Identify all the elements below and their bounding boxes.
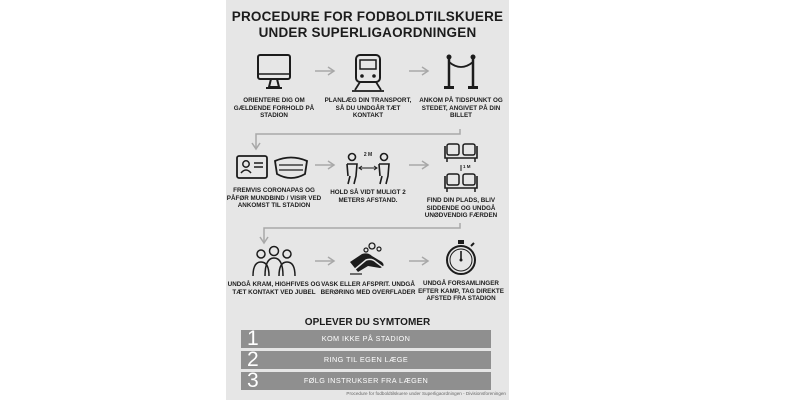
step-7-label: UNDGÅ KRAM, HIGHFIVES OG TÆT KONTAKT VED JUBEL bbox=[227, 281, 321, 296]
symptom-text-3: FØLG INSTRUKSER FRA LÆGEN bbox=[303, 376, 429, 385]
stopwatch-icon bbox=[439, 239, 483, 277]
symptom-number-2: 2 bbox=[247, 348, 259, 371]
symptom-number-1: 1 bbox=[247, 327, 259, 350]
step-7 bbox=[226, 244, 322, 296]
symptom-number-3: 3 bbox=[247, 369, 259, 392]
poster-title-line-2: UNDER SUPERLIGAORDNINGEN bbox=[258, 25, 477, 40]
seats-icon bbox=[441, 142, 481, 194]
step-8-label: VASK ELLER AFSPRIT. UNDGÅ BERØRING MED OVERFLADER bbox=[320, 281, 416, 296]
symptom-text-2: RING TIL EGEN LÆGE bbox=[323, 355, 409, 364]
step-6 bbox=[413, 142, 509, 220]
step-5-label: HOLD SÅ VIDT MULIGT 2 METERS AFSTAND. bbox=[330, 189, 406, 204]
step-8 bbox=[320, 240, 416, 296]
step-9 bbox=[413, 239, 509, 303]
symptom-bar-1 bbox=[241, 327, 491, 350]
procedure-poster bbox=[226, 0, 509, 400]
distance-2m-text: 2 M bbox=[363, 152, 373, 158]
train-icon bbox=[346, 52, 390, 94]
step-6-label: FIND DIN PLADS, BLIV SIDDENDE OG UNDGÅ UNØDVENDIG FÆRDEN bbox=[424, 197, 498, 220]
footer-caption: Procedure for fodboldtilskuere under Superligaordningen - Divisionsforeningen bbox=[346, 391, 506, 396]
step-5 bbox=[320, 150, 416, 204]
step-3-label: ANKOM PÅ TIDSPUNKT OG STEDET, ANGIVET PÅ DIN BILLET bbox=[419, 97, 503, 120]
distance-1m-text: 1 M bbox=[463, 164, 471, 169]
symptom-bar-3 bbox=[241, 369, 491, 392]
crowd-icon bbox=[249, 244, 299, 278]
step-3 bbox=[413, 52, 509, 120]
symptom-text-1: KOM IKKE PÅ STADION bbox=[321, 334, 411, 343]
step-9-label: UNDGÅ FORSAMLINGER EFTER KAMP, TAG DIREKTE AFSTED FRA STADION bbox=[418, 280, 504, 303]
poster-title-line-1: PROCEDURE FOR FODBOLDTILSKUERE bbox=[231, 9, 504, 24]
handwash-icon bbox=[346, 240, 390, 278]
pass-and-mask-icon bbox=[235, 152, 313, 184]
symptom-bar-2 bbox=[241, 348, 491, 371]
step-1 bbox=[226, 52, 322, 120]
step-2-label: PLANLÆG DIN TRANSPORT, SÅ DU UNDGÅR TÆT KONTAKT bbox=[324, 97, 412, 120]
computer-icon bbox=[252, 52, 296, 94]
step-2 bbox=[320, 52, 416, 120]
symptoms-heading: OPLEVER DU SYMTOMER bbox=[304, 317, 431, 328]
step-4 bbox=[226, 152, 322, 210]
step-1-label: ORIENTERE DIG OM GÆLDENDE FORHOLD PÅ STADION bbox=[233, 97, 315, 120]
step-4-label: FREMVIS CORONAPAS OG PÅFØR MUNDBIND / VISIR VED ANKOMST TIL STADION bbox=[226, 187, 322, 210]
stanchion-icon bbox=[439, 52, 483, 94]
